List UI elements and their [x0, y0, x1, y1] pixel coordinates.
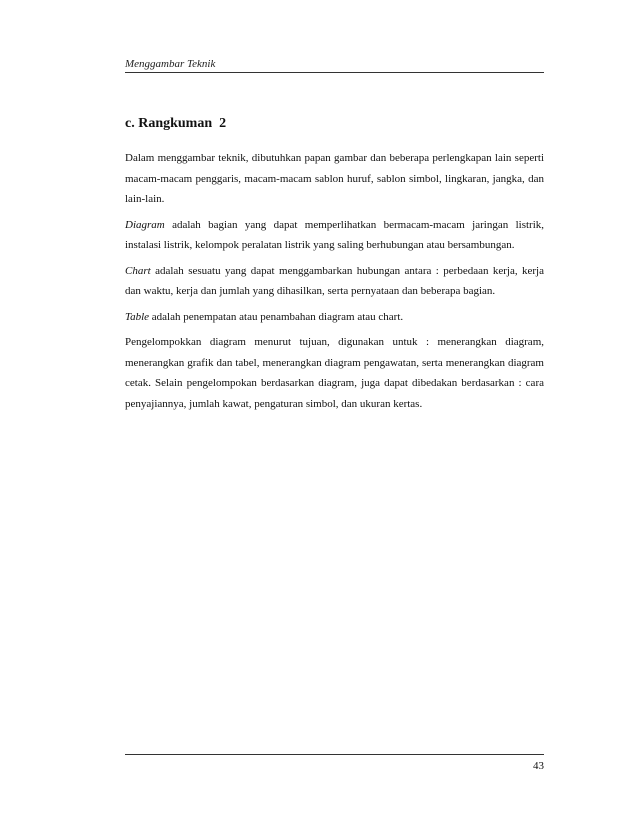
paragraph-table [125, 307, 544, 328]
paragraph-diagram [125, 215, 544, 256]
summary-body [125, 148, 544, 419]
paragraph-grouping-text: Pengelompokkan diagram menurut tujuan, digunakan untuk : menerangkan diagram, menerangkan grafik dan tabel, menerangkan diagram pengawatan, serta menerangkan diagram cetak. Selain pengelompokan berdasarkan diagram, juga dapat dibedakan berdasarkan : cara penyajiannya, jumlah kawat, pengaturan simbol, dan ukuran kertas. [125, 336, 544, 410]
paragraph-chart [125, 261, 544, 302]
header-rule [125, 72, 544, 73]
footer-rule [125, 754, 544, 755]
running-header: Menggambar Teknik [125, 58, 216, 70]
page-number: 43 [533, 760, 544, 772]
paragraph-diagram-text: adalah bagian yang dapat memperlihatkan bermacam-macam jaringan listrik, instalasi listrik, kelompok peralatan listrik yang saling berhubungan atau bersambungan. [125, 218, 544, 251]
term-chart: Chart [125, 264, 151, 277]
paragraph-table-text: adalah penempatan atau penambahan diagram atau chart. [149, 310, 404, 323]
paragraph-tools [125, 148, 544, 210]
paragraph-grouping [125, 332, 544, 414]
section-title: c. Rangkuman 2 [125, 116, 227, 131]
paragraph-chart-text: adalah sesuatu yang dapat menggambarkan hubungan antara : perbedaan kerja, kerja dan waktu, kerja dan jumlah yang dihasilkan, serta pernyataan dan beberapa bagian. [125, 264, 544, 297]
term-table: Table [125, 310, 150, 323]
term-diagram: Diagram [125, 218, 165, 231]
paragraph-tools-text: Dalam menggambar teknik, dibutuhkan papan gambar dan beberapa perlengkapan lain seperti macam-macam penggaris, macam-macam sablon huruf, sablon simbol, lingkaran, jangka, dan lain-lain. [125, 152, 544, 205]
